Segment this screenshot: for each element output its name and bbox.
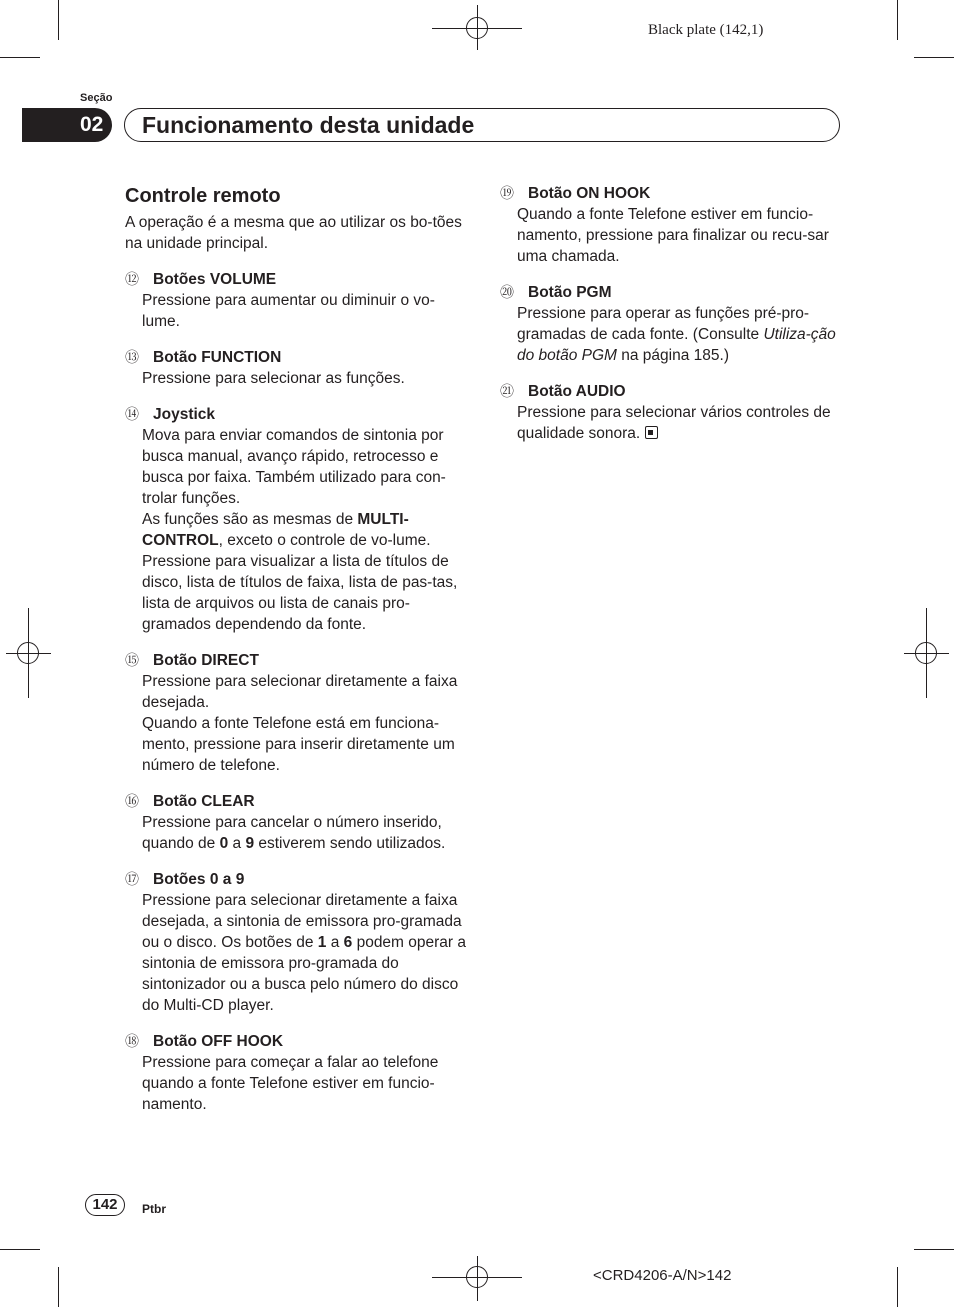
item-body: Pressione para selecionar as funções.: [142, 370, 405, 387]
list-item: [125, 650, 470, 776]
section-title: Funcionamento desta unidade: [142, 112, 475, 138]
list-item: [500, 282, 845, 366]
text-run: Pressione para cancelar o número inserido, quando de: [142, 814, 442, 852]
item-paragraph: Quando a fonte Telefone está em funciona-mento, pressione para inserir diretamente um número de telefone.: [142, 715, 455, 774]
language-label: Ptbr: [142, 1202, 166, 1216]
text-run: podem operar a sintonia de emissora pro-gramada do sintonizador ou a busca pelo número do disco do Multi-CD player.: [142, 934, 467, 1014]
item-body: [125, 671, 470, 776]
registration-mark: [466, 17, 488, 39]
item-paragraph: [142, 509, 470, 551]
item-body: [125, 425, 470, 635]
registration-mark: [17, 642, 39, 664]
item-title: Botões VOLUME: [153, 271, 277, 288]
item-title: Botão OFF HOOK: [153, 1033, 284, 1050]
text-run-italic: Utiliza-ção do botão PGM: [517, 326, 836, 364]
item-number: ⑳: [500, 284, 514, 300]
text-run-bold: 9: [245, 835, 255, 852]
section-number: 02: [22, 108, 112, 142]
text-run: Pressione para operar as funções pré-pro-gramadas de cada fonte. (Consulte: [517, 305, 810, 343]
plate-label: Black plate (142,1): [648, 22, 764, 38]
list-item: [500, 183, 845, 267]
item-number: ㉑: [500, 383, 514, 399]
list-item: [125, 1031, 470, 1115]
list-item: [500, 381, 845, 444]
list-item: [125, 347, 470, 389]
item-body: [500, 303, 845, 366]
item-paragraph: Mova para enviar comandos de sintonia por busca manual, avanço rápido, retrocesso e busca por faixa. Também utilizado para con-trolar funções.: [142, 427, 446, 507]
crop-mark: [914, 57, 954, 58]
end-of-section-icon: [645, 426, 658, 439]
list-item: [125, 404, 470, 635]
item-number: ⑬: [125, 349, 139, 365]
text-run-bold: 0: [219, 835, 229, 852]
document-code: <CRD4206-A/N>142: [593, 1267, 732, 1284]
heading: Controle remoto: [125, 185, 281, 207]
text-run: , exceto o controle de vo-lume.: [218, 532, 431, 549]
item-number: ⑮: [125, 652, 139, 668]
item-title: Joystick: [153, 406, 216, 423]
crop-mark: [897, 0, 898, 40]
text-run: a: [326, 934, 344, 951]
item-title: Botão CLEAR: [153, 793, 255, 810]
item-paragraph: Pressione para selecionar diretamente a faixa desejada.: [142, 673, 458, 711]
page-number: 142: [85, 1194, 125, 1216]
registration-mark: [466, 1266, 488, 1288]
intro-text: A operação é a mesma que ao utilizar os bo-tões na unidade principal.: [125, 214, 462, 252]
text-run: estiverem sendo utilizados.: [254, 835, 446, 852]
left-column: [125, 182, 470, 1115]
item-title: Botão DIRECT: [153, 652, 259, 669]
item-body: [125, 890, 470, 1016]
item-title: Botão ON HOOK: [528, 185, 651, 202]
text-run: a: [228, 835, 246, 852]
right-column: [500, 183, 845, 444]
item-body: Pressione para aumentar ou diminuir o vo-lume.: [142, 292, 435, 330]
crop-mark: [897, 1267, 898, 1307]
item-title: Botão FUNCTION: [153, 349, 282, 366]
item-number: ⑲: [500, 185, 514, 201]
text-run-bold: 1: [317, 934, 327, 951]
text-run: Pressione para selecionar diretamente a faixa desejada, a sintonia de emissora pro-gramada ou o disco. Os botões de: [142, 892, 462, 951]
item-body: [500, 402, 845, 444]
item-body: Quando a fonte Telefone estiver em funcio-namento, pressione para finalizar ou recu-sar uma chamada.: [517, 206, 829, 265]
text-run-bold: MULTI-CONTROL: [142, 511, 409, 549]
item-number: ⑱: [125, 1033, 139, 1049]
item-number: ⑰: [125, 871, 139, 887]
item-title: Botão PGM: [528, 284, 612, 301]
item-number: ⑭: [125, 406, 139, 422]
crop-mark: [914, 1249, 954, 1250]
item-title: Botões 0 a 9: [153, 871, 245, 888]
section-label: Seção: [80, 92, 113, 104]
text-run-bold: 6: [343, 934, 353, 951]
item-number: ⑯: [125, 793, 139, 809]
item-body: [125, 812, 470, 854]
text-run: na página 185.): [616, 347, 729, 364]
text-run: Pressione para selecionar vários controles de qualidade sonora.: [517, 404, 831, 442]
crop-mark: [0, 57, 40, 58]
item-number: ⑫: [125, 271, 139, 287]
item-paragraph: Pressione para visualizar a lista de títulos de disco, lista de títulos de faixa, lista de pas-tas, lista de arquivos ou lista de canais pro-gramados dependendo da fonte.: [142, 553, 458, 633]
crop-mark: [58, 1267, 59, 1307]
list-item: [125, 869, 470, 1016]
list-item: [125, 269, 470, 332]
crop-mark: [58, 0, 59, 40]
crop-mark: [0, 1249, 40, 1250]
text-run: As funções são as mesmas de: [142, 511, 358, 528]
registration-mark: [915, 642, 937, 664]
item-title: Botão AUDIO: [528, 383, 626, 400]
item-body: Pressione para começar a falar ao telefone quando a fonte Telefone estiver em funcio-namento.: [142, 1054, 439, 1113]
list-item: [125, 791, 470, 854]
